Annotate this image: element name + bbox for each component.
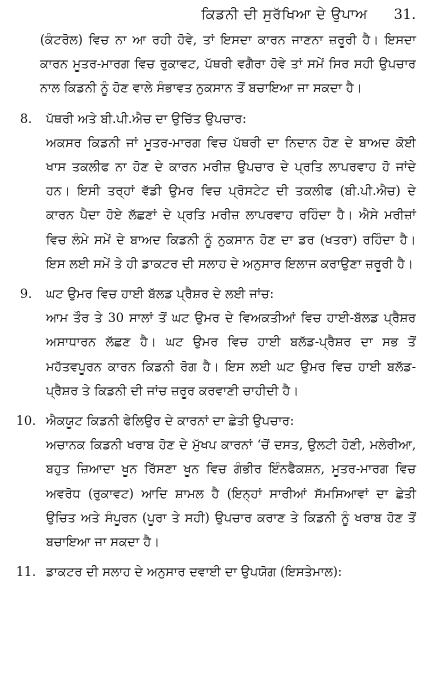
section-number: 11. — [16, 564, 37, 580]
section-heading — [16, 560, 416, 584]
intro-paragraph: (ਕੰਟਰੋਲ) ਵਿਚ ਨਾ ਆ ਰਹੀ ਹੋਵੇ, ਤਾਂ ਇਸਦਾ ਕਾਰਨ ਜਾਣਨਾ ਜ਼ਰੂਰੀ ਹੈ। ਇਸਦਾ ਕਾਰਨ ਮੂਤਰ-ਮਾਰਗ ਵਿਚ ਰੁਕਾਵਟ, ਪੱਥਰੀ ਵਗੈਰਾ ਹੋਵੇ ਤਾਂ ਸਮੇਂ ਸਿਰ ਸਹੀ ਉਪਚਾਰ ਨਾਲ ਕਿਡਨੀ ਨੂੰ ਹੋਣ ਵਾਲੇ ਸੰਭਾਵਤ ਨੁਕਸਾਨ ਤੋਂ ਬਚਾਇਆ ਜਾ ਸਕਦਾ ਹੈ। — [40, 32, 416, 96]
section-title: ਪੱਥਰੀ ਅਤੇ ਬੀ.ਪੀ.ਐਚ ਦਾ ਉਚਿੱਤ ਉਪਚਾਰ: — [46, 110, 247, 126]
section-heading — [16, 409, 416, 433]
section-8 — [20, 107, 416, 276]
section-title: ਘਟ ਉਮਰ ਵਿਚ ਹਾਈ ਬੱਲਡ ਪ੍ਰੈਸ਼ਰ ਦੇ ਲਈ ਜਾਂਚ: — [46, 286, 274, 302]
section-11 — [16, 560, 416, 584]
header-title: ਕਿਡਨੀ ਦੀ ਸੁਰੱਖਿਆ ਦੇ ਉਪਾਅ — [201, 7, 368, 23]
section-number: 8. — [20, 110, 33, 126]
section-heading — [20, 282, 416, 306]
section-body: ਆਮ ਤੌਰ ਤੇ 30 ਸਾਲਾਂ ਤੋਂ ਘਟ ਉਮਰ ਦੇ ਵਿਅਕਤੀਆਂ ਵਿਚ ਹਾਈ-ਬੱਲਡ ਪ੍ਰੈਸ਼ਰ ਅਸਾਧਾਰਨ ਲੱਛਣ ਹੈ। ਘਟ ਉਮਰ ਵਿਚ ਹਾਈ ਬਲੱਡ-ਪ੍ਰੈਸ਼ਰ ਦਾ ਸਭ ਤੋਂ ਮਹੱਤਵਪੂਰਨ ਕਾਰਨ ਕਿਡਨੀ ਰੋਗ ਹੈ। ਇਸ ਲਈ ਘਟ ਉਮਰ ਵਿਚ ਹਾਈ ਬਲੱਡ-ਪ੍ਰੈਸ਼ਰ ਤੇ ਕਿਡਨੀ ਦੀ ਜਾਂਚ ਜ਼ਰੂਰ ਕਰਵਾਣੀ ਚਾਹੀਦੀ ਹੈ। — [46, 310, 416, 398]
section-title: ਡਾਕਟਰ ਦੀ ਸਲਾਹ ਦੇ ਅਨੁਸਾਰ ਦਵਾਈ ਦਾ ਉਪਯੋਗ (ਇਸਤੇਮਾਲ): — [46, 564, 343, 580]
section-10 — [16, 409, 416, 554]
section-heading — [20, 107, 416, 131]
section-title: ਐਕਯੂਟ ਕਿਡਨੀ ਫੇਲਿਉਰ ਦੇ ਕਾਰਨਾਂ ਦਾ ਛੇਤੀ ਉਪਚਾਰ: — [46, 413, 295, 429]
section-number: 10. — [16, 413, 37, 429]
section-body: ਅਕਸਰ ਕਿਡਨੀ ਜਾਂ ਮੂਤਰ-ਮਾਰਗ ਵਿਚ ਪੱਥਰੀ ਦਾ ਨਿਦਾਨ ਹੋਣ ਦੇ ਬਾਅਦ ਕੋਈ ਖਾਸ ਤਕਲੀਫ ਨਾ ਹੋਣ ਦੇ ਕਾਰਨ ਮਰੀਜ਼ ਉਪਚਾਰ ਦੇ ਪ੍ਰਤਿ ਲਾਪਰਵਾਹ ਹੋ ਜਾਂਦੇ ਹਨ। ਇਸੀ ਤਰ੍ਹਾਂ ਵੱਡੀ ਉਮਰ ਵਿਚ ਪ੍ਰੋਸਟੇਟ ਦੀ ਤਕਲੀਫ (ਬੀ.ਪੀ.ਐਚ) ਦੇ ਕਾਰਨ ਪੈਦਾ ਹੋਏ ਲੱਛਣਾਂ ਦੇ ਪ੍ਰਤਿ ਮਰੀਜ਼ ਲਾਪਰਵਾਹ ਰਹਿੰਦਾ ਹੈ। ਐਸੇ ਮਰੀਜ਼ਾਂ ਵਿਚ ਲੰਮੇ ਸਮੇਂ ਦੇ ਬਾਅਦ ਕਿਡਨੀ ਨੂੰ ਨੁਕਸਾਨ ਹੋਣ ਦਾ ਡਰ (ਖਤਰਾ) ਰਹਿੰਦਾ ਹੈ। ਇਸ ਲਈ ਸਮੇਂ ਤੇ ਹੀ ਡਾਕਟਰ ਦੀ ਸਲਾਹ ਦੇ ਅਨੁਸਾਰ ਇਲਾਜ ਕਰਾਉਣਾ ਜ਼ਰੂਰੀ ਹੈ। — [46, 134, 416, 271]
running-header — [20, 4, 416, 28]
page-number: 31. — [393, 7, 416, 23]
section-number: 9. — [20, 286, 33, 302]
section-body: ਅਚਾਨਕ ਕਿਡਨੀ ਖਰਾਬ ਹੋਣ ਦੇ ਮੁੱਖਪ ਕਾਰਨਾਂ ‘ਚੋਂ ਦਸਤ, ਉਲਟੀ ਹੋਣੀ, ਮਲੇਰੀਆ, ਬਹੁਤ ਜ਼ਿਆਦਾ ਖੂਨ ਰਿੱਸਣਾ ਖੂਨ ਵਿਚ ਗੰਭੀਰ ਇੰਨਫੈਕਸ਼ਨ, ਮੂਤਰ-ਮਾਰਗ ਵਿਚ ਅਵਰੋਧ (ਰੁਕਾਵਟ) ਆਦਿ ਸ਼ਾਮਲ ਹੈ (ਇਨ੍ਹਾਂ ਸਾਰੀਆਂ ਸੱਮਸਿਆਵਾਂ ਦਾ ਛੇਤੀ ਉਚਿਤ ਅਤੇ ਸੰਪੂਰਨ (ਪੂਰਾ ਤੇ ਸਹੀ) ਉਪਚਾਰ ਕਰਾਣ ਤੇ ਕਿਡਨੀ ਨੂੰ ਖਰਾਬ ਹੋਣ ਤੋਂ ਬਚਾਇਆ ਜਾ ਸਕਦਾ ਹੈ। — [46, 437, 416, 550]
section-9 — [20, 282, 416, 403]
